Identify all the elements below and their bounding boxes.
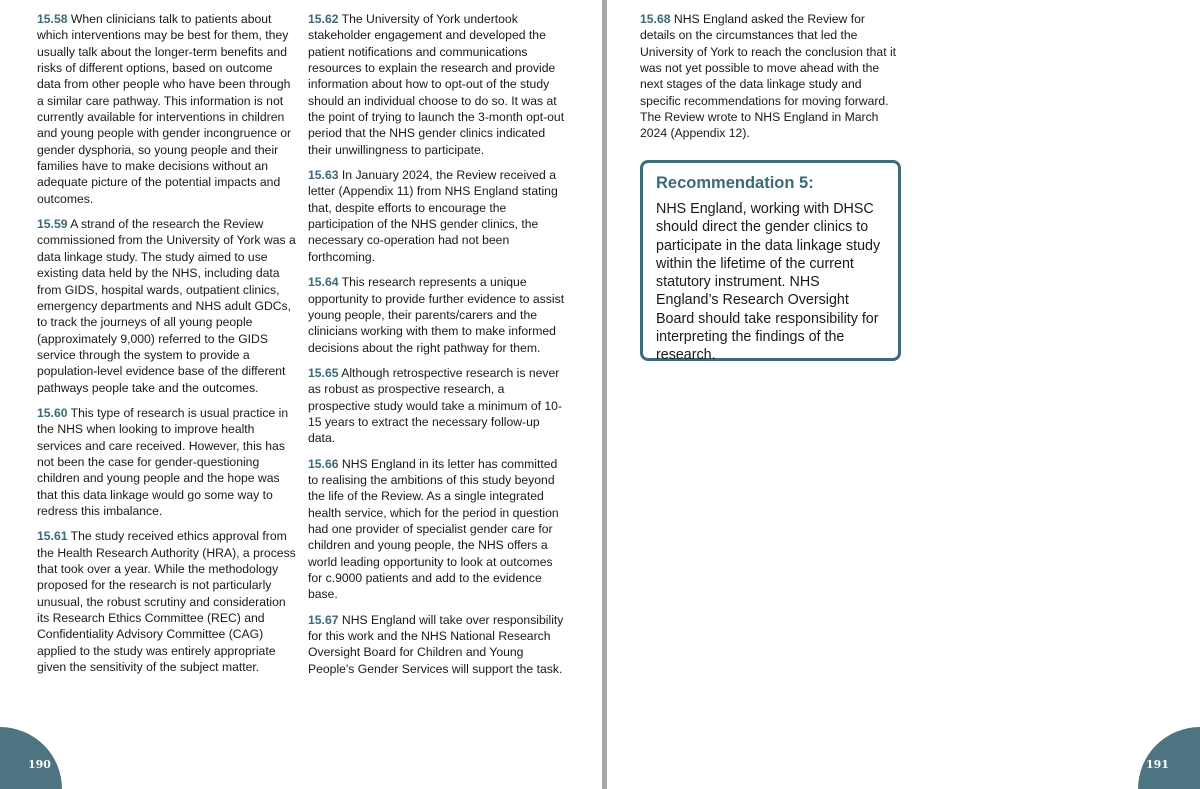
paragraph-15-68 <box>640 11 898 142</box>
right-page <box>607 0 1200 789</box>
paragraph-number: 15.66 <box>308 456 339 471</box>
paragraph-15-61 <box>37 528 299 675</box>
paragraph-15-58 <box>37 11 299 207</box>
left-page-column-2 <box>308 11 570 686</box>
paragraph-number: 15.62 <box>308 12 339 26</box>
paragraph-15-63 <box>308 167 570 265</box>
paragraph-15-62 <box>308 11 570 158</box>
paragraph-15-60 <box>37 405 299 519</box>
paragraph-number: 15.65 <box>308 365 339 380</box>
recommendation-box <box>640 160 901 364</box>
paragraph-text: NHS England in its letter has committed to realising the ambitions of this study beyond the life of the Review. As a single integrated health service, which for the period in question had one provider of specialist gender care for children and young people, the NHS offers a world leading opportunity to look at outcomes for c.9000 patients and add to the evidence base. <box>308 456 559 602</box>
paragraph-text: A strand of the research the Review commissioned from the University of York was a data linkage study. The study aimed to use existing data held by the NHS, including data from GIDS, hospital wards, outpatient clinics, emergency departments and NHS adult GDCs, to track the journeys of all young people (approximately 9,000) referred to the GIDS service through the system to provide a population-level evidence base of the different pathways people take and the outcomes. <box>37 217 296 395</box>
page-number: 191 <box>1146 758 1169 771</box>
paragraph-text: This type of research is usual practice in the NHS when looking to improve health services and care received. However, this has not been the case for gender-questioning children and young people and the hope was that this data linkage would go some way to redress this imbalance. <box>37 405 289 518</box>
left-page-column-1 <box>37 11 299 684</box>
right-page-column-1 <box>640 11 898 151</box>
paragraph-15-67 <box>308 612 570 677</box>
paragraph-15-65 <box>308 365 570 447</box>
paragraph-number: 15.64 <box>308 275 339 290</box>
paragraph-text: NHS England asked the Review for details on the circumstances that led the University of York to reach the conclusion that it was not yet possible to move ahead with the next stages of the data linkage study and specific recommendations for moving forward. The Review wrote to NHS England in March 2024 (Appendix 12). <box>640 12 897 141</box>
paragraph-text: Although retrospective research is never as robust as prospective research, a prospective study would take a minimum of 10-15 years to extract the necessary follow-up data. <box>308 365 563 446</box>
paragraph-number: 15.67 <box>308 612 339 627</box>
paragraph-number: 15.68 <box>640 12 671 26</box>
paragraph-text: The University of York undertook stakeholder engagement and developed the patient notifications and communications resources to explain the research and provide information about how to opt-out of the study should an individual choose to do so. It was at the point of trying to launch the 3-month opt-out period that the NHS gender clinics indicated their unwillingness to participate. <box>308 12 565 157</box>
paragraph-text: The study received ethics approval from the Health Research Authority (HRA), a process that took over a year. While the methodology proposed for the research is not particularly unusual, the robust scrutiny and consideration its Research Ethics Committee (REC) and Confidentiality Advisory Committee (CAG) applied to the study was entirely appropriate given the sensitivity of the subject matter. <box>37 529 296 675</box>
paragraph-number: 15.59 <box>37 217 68 232</box>
recommendation-body: NHS England, working with DHSC should direct the gender clinics to participate in the data linkage study within the lifetime of the current statutory instrument. NHS England’s Research Oversight Board should take responsibility for interpreting the findings of the research. <box>656 201 881 364</box>
paragraph-15-59 <box>37 216 299 396</box>
paragraph-text: This research represents a unique opportunity to provide further evidence to assist young people, their parents/carers and the clinicians working with them to make informed decisions about the right pathway for them. <box>308 275 565 355</box>
page-number: 190 <box>28 758 51 771</box>
paragraph-15-66 <box>308 456 570 603</box>
paragraph-number: 15.60 <box>37 405 68 420</box>
paragraph-15-64 <box>308 274 570 356</box>
paragraph-number: 15.63 <box>308 168 339 183</box>
paragraph-text: When clinicians talk to patients about which interventions may be best for them, they usually talk about the longer-term benefits and risks of different options, based on outcome data from other people who have been through a similar care pathway. This information is not currently available for interventions in children and young people with gender incongruence or gender dysphoria, so young people and their families have to make decisions without an adequate picture of the potential impacts and outcomes. <box>37 12 292 206</box>
paragraph-number: 15.58 <box>37 12 68 26</box>
paragraph-text: NHS England will take over responsibility for this work and the NHS National Research Oversight Board for Children and Young People's Gender Services will support the task. <box>308 612 564 676</box>
paragraph-number: 15.61 <box>37 529 68 544</box>
recommendation-title: Recommendation 5: <box>656 174 814 192</box>
paragraph-text: In January 2024, the Review received a letter (Appendix 11) from NHS England stating that, despite efforts to encourage the participation of the NHS gender clinics, the necessary co-operation had not been forthcoming. <box>308 168 558 264</box>
